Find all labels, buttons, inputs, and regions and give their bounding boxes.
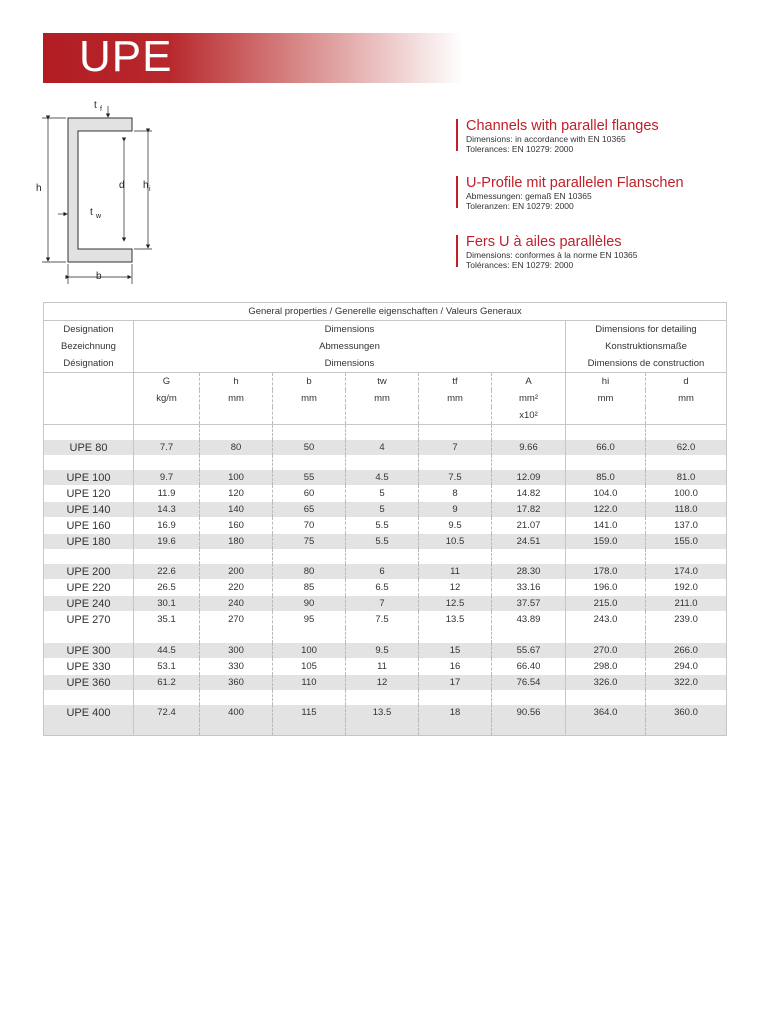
value-cell: 100 [200, 470, 273, 485]
table-row [44, 579, 727, 596]
empty-cell [44, 690, 134, 705]
value-cell: 44.5 [134, 643, 200, 658]
value-cell: 360.0 [646, 705, 727, 720]
column-header-cell: kg/m [134, 390, 200, 407]
empty-cell [646, 425, 727, 441]
label-tf-sub: f [100, 106, 102, 113]
value-cell: 211.0 [646, 596, 727, 611]
value-cell: 11 [346, 658, 419, 675]
dimensions-header: Abmessungen [134, 338, 566, 355]
designation-cell: UPE 360 [44, 675, 134, 690]
empty-cell [566, 720, 646, 736]
value-cell: 294.0 [646, 658, 727, 675]
description-line: Abmessungen: gemaß EN 10365 [466, 191, 592, 201]
value-cell: 7.5 [419, 470, 492, 485]
value-cell: 19.6 [134, 534, 200, 549]
empty-cell [134, 425, 200, 441]
label-tf: t [94, 100, 97, 111]
empty-cell [346, 690, 419, 705]
value-cell: 7 [346, 596, 419, 611]
separator-row [44, 440, 727, 455]
value-cell: 5 [346, 485, 419, 502]
empty-cell [566, 455, 646, 470]
value-cell: 400 [200, 705, 273, 720]
empty-cell [273, 690, 346, 705]
detailing-header: Dimensions for detailing [566, 321, 727, 339]
value-cell: 7.5 [346, 611, 419, 628]
designation-cell: UPE 400 [44, 705, 134, 720]
value-cell: 140 [200, 502, 273, 517]
value-cell: 24.51 [492, 534, 566, 549]
value-cell: 16.9 [134, 517, 200, 534]
empty-cell [134, 455, 200, 470]
description-line: Tolerances: EN 10279: 2000 [466, 144, 574, 154]
label-hi-sub: i [149, 186, 151, 193]
value-cell: 37.57 [492, 596, 566, 611]
column-header-cell [44, 390, 134, 407]
empty-cell [492, 425, 566, 441]
column-header-cell [646, 407, 727, 425]
value-cell: 90.56 [492, 705, 566, 720]
table-row [44, 455, 727, 470]
empty-cell [273, 425, 346, 441]
value-cell: 33.16 [492, 579, 566, 596]
description-french [456, 234, 756, 270]
designation-cell: UPE 120 [66, 487, 111, 500]
designation-cell: UPE 240 [44, 596, 134, 611]
value-cell: 50 [273, 440, 346, 455]
value-cell: 7 [419, 440, 492, 455]
empty-cell [134, 628, 200, 643]
value-cell: 22.6 [134, 564, 200, 579]
accent-bar [456, 235, 458, 267]
empty-cell [200, 628, 273, 643]
value-cell: 35.1 [134, 611, 200, 628]
table-row [44, 611, 727, 628]
value-cell: 65 [273, 502, 346, 517]
empty-cell [44, 549, 134, 564]
separator-row [44, 675, 727, 690]
value-cell: 6 [346, 564, 419, 579]
value-cell: 11.9 [134, 485, 200, 502]
column-header-cell: tw [346, 373, 419, 391]
separator-row [44, 534, 727, 549]
empty-cell [200, 425, 273, 441]
column-header-row [44, 390, 727, 407]
value-cell: 6.5 [346, 579, 419, 596]
value-cell: 270.0 [566, 643, 646, 658]
value-cell: 16 [419, 658, 492, 675]
value-cell: 13.5 [346, 705, 419, 720]
column-header-cell: d [646, 373, 727, 391]
value-cell: 4 [346, 440, 419, 455]
column-header-cell [200, 407, 273, 425]
value-cell: 220 [200, 579, 273, 596]
empty-cell [346, 455, 419, 470]
column-header-cell: mm² [492, 390, 566, 407]
value-cell: 105 [273, 658, 346, 675]
column-header-cell: mm [273, 390, 346, 407]
empty-cell [134, 690, 200, 705]
empty-cell [566, 425, 646, 441]
description-english [456, 118, 756, 154]
empty-cell [346, 425, 419, 441]
value-cell: 322.0 [646, 675, 727, 690]
accent-bar [456, 176, 458, 208]
table-row [44, 658, 727, 675]
value-cell: 12.5 [419, 596, 492, 611]
value-cell: 174.0 [646, 564, 727, 579]
designation-header: Designation [63, 324, 114, 335]
empty-cell [566, 549, 646, 564]
empty-cell [200, 720, 273, 736]
separator-row [44, 720, 727, 736]
empty-cell [419, 690, 492, 705]
empty-cell [134, 549, 200, 564]
separator-row [44, 470, 727, 485]
value-cell: 9.5 [346, 643, 419, 658]
empty-cell [419, 628, 492, 643]
empty-cell [44, 720, 134, 736]
table-row [44, 549, 727, 564]
value-cell: 196.0 [566, 579, 646, 596]
value-cell: 160 [200, 517, 273, 534]
accent-bar [456, 119, 458, 151]
title-banner [43, 33, 463, 83]
empty-cell [273, 455, 346, 470]
value-cell: 75 [273, 534, 346, 549]
empty-cell [566, 628, 646, 643]
column-header-cell: h [200, 373, 273, 391]
value-cell: 14.3 [134, 502, 200, 517]
value-cell: 100 [273, 643, 346, 658]
separator-row [44, 705, 727, 720]
value-cell: 115 [273, 705, 346, 720]
description-heading: Channels with parallel flanges [466, 118, 659, 134]
value-cell: 95 [273, 611, 346, 628]
value-cell: 118.0 [646, 502, 727, 517]
value-cell: 90 [273, 596, 346, 611]
column-header-cell: A [492, 373, 566, 391]
separator-row [44, 596, 727, 611]
value-cell: 240 [200, 596, 273, 611]
column-header-cell [419, 407, 492, 425]
value-cell: 12 [346, 675, 419, 690]
value-cell: 192.0 [646, 579, 727, 596]
empty-cell [492, 549, 566, 564]
empty-cell [419, 425, 492, 441]
properties-table [43, 302, 727, 736]
detailing-header: Konstruktionsmaße [566, 338, 727, 355]
value-cell: 85 [273, 579, 346, 596]
designation-cell: UPE 200 [44, 564, 134, 579]
empty-cell [492, 690, 566, 705]
column-header-cell: tf [419, 373, 492, 391]
empty-cell [44, 455, 134, 470]
designation-cell: UPE 140 [44, 502, 134, 517]
value-cell: 66.40 [492, 658, 566, 675]
value-cell: 62.0 [646, 440, 727, 455]
designation-cell: UPE 270 [66, 613, 111, 626]
value-cell: 80 [273, 564, 346, 579]
empty-cell [273, 549, 346, 564]
column-header-cell [346, 407, 419, 425]
empty-cell [44, 425, 134, 441]
value-cell: 215.0 [566, 596, 646, 611]
value-cell: 104.0 [566, 485, 646, 502]
table-title: General properties / Generelle eigenschaften / Valeurs Generaux [44, 303, 727, 321]
value-cell: 55.67 [492, 643, 566, 658]
empty-cell [346, 720, 419, 736]
value-cell: 7.7 [134, 440, 200, 455]
column-header-cell: hi [566, 373, 646, 391]
label-tw: t [90, 207, 93, 218]
column-header-cell [44, 407, 134, 425]
value-cell: 360 [200, 675, 273, 690]
empty-cell [419, 549, 492, 564]
value-cell: 81.0 [646, 470, 727, 485]
empty-cell [273, 720, 346, 736]
designation-cell: UPE 180 [44, 534, 134, 549]
designation-cell: UPE 300 [44, 643, 134, 658]
value-cell: 8 [419, 485, 492, 502]
column-header-cell: mm [646, 390, 727, 407]
column-header-cell: mm [346, 390, 419, 407]
value-cell: 243.0 [566, 611, 646, 628]
value-cell: 137.0 [646, 517, 727, 534]
value-cell: 13.5 [419, 611, 492, 628]
value-cell: 5.5 [346, 517, 419, 534]
column-header-cell: b [273, 373, 346, 391]
empty-cell [492, 628, 566, 643]
value-cell: 330 [200, 658, 273, 675]
value-cell: 76.54 [492, 675, 566, 690]
column-header-cell [566, 407, 646, 425]
value-cell: 120 [200, 485, 273, 502]
designation-cell: UPE 220 [66, 581, 111, 594]
label-hi: h [143, 180, 149, 191]
value-cell: 159.0 [566, 534, 646, 549]
description-line: Tolérances: EN 10279: 2000 [466, 260, 574, 270]
empty-cell [419, 720, 492, 736]
value-cell: 21.07 [492, 517, 566, 534]
value-cell: 122.0 [566, 502, 646, 517]
value-cell: 53.1 [134, 658, 200, 675]
empty-cell [44, 628, 134, 643]
value-cell: 66.0 [566, 440, 646, 455]
table-row [44, 425, 727, 441]
value-cell: 9.7 [134, 470, 200, 485]
designation-header: Désignation [44, 355, 134, 373]
value-cell: 28.30 [492, 564, 566, 579]
column-header-cell: mm [566, 390, 646, 407]
value-cell: 15 [419, 643, 492, 658]
value-cell: 26.5 [134, 579, 200, 596]
dimensions-header: Dimensions [134, 355, 566, 373]
value-cell: 9.66 [492, 440, 566, 455]
value-cell: 5.5 [346, 534, 419, 549]
separator-row [44, 643, 727, 658]
empty-cell [273, 628, 346, 643]
value-cell: 72.4 [134, 705, 200, 720]
description-line: Dimensions: conformes à la norme EN 10365 [466, 250, 638, 260]
description-heading: U-Profile mit parallelen Flanschen [466, 175, 684, 191]
value-cell: 14.82 [492, 485, 566, 502]
value-cell: 9 [419, 502, 492, 517]
value-cell: 18 [419, 705, 492, 720]
column-header-cell: G [134, 373, 200, 391]
empty-cell [200, 549, 273, 564]
dimensions-header: Dimensions [134, 321, 566, 339]
column-header-cell: x10² [492, 407, 566, 425]
value-cell: 239.0 [646, 611, 727, 628]
table-row [44, 517, 727, 534]
value-cell: 270 [200, 611, 273, 628]
empty-cell [134, 720, 200, 736]
value-cell: 298.0 [566, 658, 646, 675]
value-cell: 30.1 [134, 596, 200, 611]
value-cell: 11 [419, 564, 492, 579]
value-cell: 4.5 [346, 470, 419, 485]
empty-cell [646, 549, 727, 564]
value-cell: 61.2 [134, 675, 200, 690]
channel-section-diagram [36, 96, 156, 286]
empty-cell [566, 690, 646, 705]
value-cell: 141.0 [566, 517, 646, 534]
column-header-cell: mm [200, 390, 273, 407]
value-cell: 12.09 [492, 470, 566, 485]
separator-row [44, 564, 727, 579]
value-cell: 266.0 [646, 643, 727, 658]
table-row [44, 628, 727, 643]
designation-cell: UPE 100 [44, 470, 134, 485]
value-cell: 5 [346, 502, 419, 517]
value-cell: 85.0 [566, 470, 646, 485]
description-line: Dimensions: in accordance with EN 10365 [466, 134, 626, 144]
empty-cell [646, 455, 727, 470]
description-german [456, 175, 756, 211]
value-cell: 178.0 [566, 564, 646, 579]
value-cell: 17 [419, 675, 492, 690]
designation-cell: UPE 80 [44, 440, 134, 455]
label-tw-sub: w [96, 213, 102, 220]
empty-cell [419, 455, 492, 470]
value-cell: 10.5 [419, 534, 492, 549]
value-cell: 17.82 [492, 502, 566, 517]
value-cell: 200 [200, 564, 273, 579]
value-cell: 9.5 [419, 517, 492, 534]
value-cell: 70 [273, 517, 346, 534]
empty-cell [200, 690, 273, 705]
description-line: Toleranzen: EN 10279: 2000 [466, 201, 574, 211]
designation-cell: UPE 330 [66, 660, 111, 673]
separator-row [44, 502, 727, 517]
empty-cell [492, 455, 566, 470]
table-row [44, 485, 727, 502]
label-b: b [96, 271, 102, 282]
label-h: h [36, 183, 42, 194]
empty-cell [646, 628, 727, 643]
value-cell: 110 [273, 675, 346, 690]
value-cell: 55 [273, 470, 346, 485]
designation-cell: UPE 160 [66, 519, 111, 532]
value-cell: 155.0 [646, 534, 727, 549]
table-row [44, 690, 727, 705]
value-cell: 180 [200, 534, 273, 549]
value-cell: 364.0 [566, 705, 646, 720]
empty-cell [346, 628, 419, 643]
value-cell: 80 [200, 440, 273, 455]
designation-header: Bezeichnung [61, 341, 116, 352]
page-title: UPE [79, 32, 173, 81]
label-d: d [119, 180, 125, 191]
detailing-header: Dimensions de construction [566, 355, 727, 373]
column-header-cell [44, 373, 134, 391]
column-header-row [44, 373, 727, 391]
value-cell: 12 [419, 579, 492, 596]
empty-cell [646, 720, 727, 736]
value-cell: 43.89 [492, 611, 566, 628]
value-cell: 300 [200, 643, 273, 658]
value-cell: 60 [273, 485, 346, 502]
empty-cell [646, 690, 727, 705]
empty-cell [200, 455, 273, 470]
empty-cell [346, 549, 419, 564]
column-header-cell [273, 407, 346, 425]
description-heading: Fers U à ailes parallèles [466, 234, 622, 250]
value-cell: 100.0 [646, 485, 727, 502]
column-header-cell [134, 407, 200, 425]
column-header-row [44, 407, 727, 425]
value-cell: 326.0 [566, 675, 646, 690]
column-header-cell: mm [419, 390, 492, 407]
empty-cell [492, 720, 566, 736]
